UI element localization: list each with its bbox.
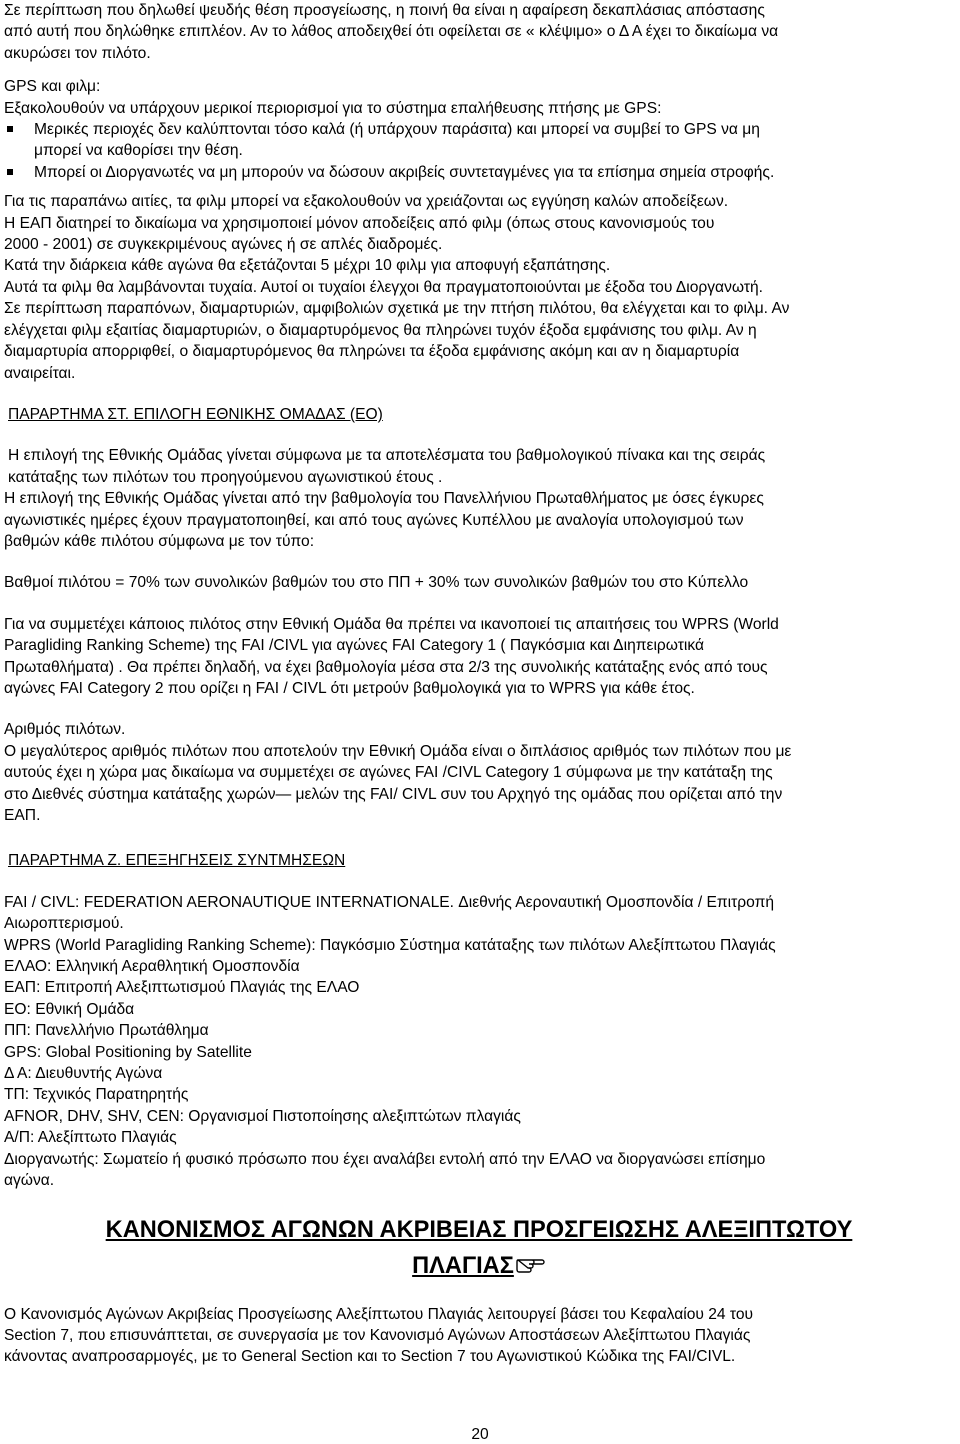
abbr-line: FAI / CIVL: FEDERATION AERONAUTIQUE INTERNATIONALE. Διεθνής Αεροναυτική Ομοσπονδία / Επιτροπή (4, 893, 775, 911)
closing-paragraph (4, 1304, 954, 1368)
text-line: Για να συμμετέχει κάποιος πιλότος στην Εθνική Ομάδα θα πρέπει να ικανοποιεί τις απαιτήσεις του WPRS (World (4, 615, 779, 633)
bullet-text: Μερικές περιοχές δεν καλύπτονται τόσο καλά (ή υπάρχουν παράσιτα) και μπορεί να συμβεί το GPS να μη (34, 121, 760, 139)
pointing-hand-icon (516, 1254, 546, 1274)
text-line: ακυρώσει τον πιλότο. (4, 44, 151, 62)
main-title-text: ΠΛΑΓΙΑΣ (412, 1252, 514, 1279)
gps-heading: GPS και φιλμ: (4, 78, 101, 96)
text-line: αγωνιστικές ημέρες έχουν πραγματοποιηθεί, και από τους αγώνες Κυπέλλου με αναλογία υπολογισμού των (4, 511, 744, 529)
text-line: Η επιλογή της Εθνικής Ομάδας γίνεται σύμφωνα με τα αποτελέσματα του βαθμολογικού πίνακα και της σειράς (8, 447, 766, 465)
annex-z-section (4, 850, 954, 1191)
text-line: κάνοντας αναπροσαρμογές, με το General Section και το Section 7 του Αγωνιστικού Κώδικα της FAI/CIVL. (4, 1348, 736, 1366)
abbr-line: WPRS (World Paragliding Ranking Scheme): Παγκόσμιο Σύστημα κατάταξης των πιλότων Αλεξίπτωτου Πλαγιάς (4, 936, 776, 954)
text-line: βαθμών κάθε πιλότου σύμφωνα με τον τύπο: (4, 532, 315, 550)
square-bullet-icon (7, 169, 13, 175)
text-line: Κατά την διάρκεια κάθε αγώνα θα εξετάζονται 5 μέχρι 10 φιλμ για αποφυγή εξαπάτησης. (4, 257, 611, 275)
gps-section (4, 76, 954, 384)
main-title-line: ΚΑΝΟΝΙΣΜΟΣ ΑΓΩΝΩΝ ΑΚΡΙΒΕΙΑΣ ΠΡΟΣΓΕΙΩΣΗΣ ΑΛΕΞΙΠΤΩΤΟΥ (105, 1216, 853, 1243)
text-line: Σε περίπτωση παραπόνων, διαμαρτυριών, αμφιβολιών σχετικά με την πτήση πιλότου, θα ελέγχεται και το φιλμ. Αν (4, 300, 790, 318)
bullet-text: μπορεί να καθορίσει την θέση. (34, 142, 243, 160)
main-title (4, 1212, 954, 1284)
text-line: αυτούς έχει η χώρα μας δικαίωμα να συμμετέχει σε αγώνες FAI /CIVL Category 1 σύμφωνα με την κατάταξη της (4, 764, 773, 782)
intro-paragraph (4, 0, 954, 64)
text-line: αγώνες FAI Category 2 που ορίζει η FAI / CIVL ότι μετρούν βαθμολογικά για το WPRS για κάθε έτος. (4, 679, 695, 697)
document-page (4, 0, 954, 1368)
abbr-line: Α/Π: Αλεξίπτωτο Πλαγιάς (4, 1129, 177, 1147)
text-line: Αυτά τα φιλμ θα λαμβάνονται τυχαία. Αυτοί οι τυχαίοι έλεγχοι θα πραγματοποιούνται με έξοδα του Διοργανωτή. (4, 278, 763, 296)
text-line: Για τις παραπάνω αιτίες, τα φιλμ μπορεί να εξακολουθούν να χρειάζονται ως εγγύηση καλών αποδείξεων. (4, 193, 729, 211)
abbr-line: GPS: Global Positioning by Satellite (4, 1043, 252, 1061)
gps-bullet-list (4, 119, 954, 183)
text-line: διαμαρτυρία απορριφθεί, ο διαμαρτυρόμενος θα πληρώνει τα έξοδα εμφάνισης ακόμη και αν η διαμαρτυρία (4, 343, 740, 361)
text-line: Σε περίπτωση που δηλωθεί ψευδής θέση προσγείωσης, η ποινή θα είναι η αφαίρεση δεκαπλάσιας απόστασης (4, 2, 765, 19)
page-number: 20 (471, 1426, 489, 1443)
text-line: κατάταξης των πιλότων του προηγούμενου αγωνιστικού έτους . (8, 468, 443, 486)
annex-st-section (4, 404, 954, 827)
text-line: Section 7, που επισυνάπτεται, σε συνεργασία με τον Κανονισμό Αγώνων Αποστάσεων Αλεξίπτωτου Πλαγιάς (4, 1326, 751, 1344)
text-line: ΕΑΠ. (4, 807, 41, 824)
formula-line: Βαθμοί πιλότου = 70% των συνολικών βαθμών του στο ΠΠ + 30% των συνολικών βαθμών του στο Κύπελλο (4, 574, 749, 592)
abbr-line: AFNOR, DHV, SHV, CEN: Οργανισμοί Πιστοποίησης αλεξιπτώτων πλαγιάς (4, 1107, 521, 1125)
abbr-line: Δ Α: Διευθυντής Αγώνα (4, 1065, 163, 1083)
square-bullet-icon (7, 126, 13, 132)
text-line: από αυτή που δηλώθηκε επιπλέον. Αν το λάθος αποδειχθεί ότι οφείλεται σε « κλέψιμο» ο Δ Α έχει το δικαίωμα να (4, 23, 779, 41)
list-item (4, 119, 954, 162)
text-line: αναιρείται. (4, 364, 76, 382)
abbr-line: Διοργανωτής: Σωματείο ή φυσικό πρόσωπο που έχει αναλάβει εντολή από την ΕΛΑΟ να διοργανώσει επίσημο (4, 1150, 766, 1168)
text-line: Η ΕΑΠ διατηρεί το δικαίωμα να χρησιμοποιεί μόνον αποδείξεις από φιλμ (όπως στους κανονισμούς του (4, 214, 715, 232)
bullet-text: Μπορεί οι Διοργανωτές να μη μπορούν να δώσουν ακριβείς συντεταγμένες για τα επίσημα σημεία στροφής. (34, 163, 775, 181)
abbr-line: Αιωροπτερισμού. (4, 915, 124, 933)
pilot-count-title: Αριθμός πιλότων. (4, 721, 126, 739)
abbr-line: ΠΠ: Πανελλήνιο Πρωτάθλημα (4, 1022, 209, 1040)
list-item (4, 162, 954, 183)
text-line: Πρωταθλήματα) . Θα πρέπει δηλαδή, να έχει βαθμολογία μέσα στα 2/3 της συνολικής κατάταξης ενός από τους (4, 658, 768, 676)
abbr-line: ΕΑΠ: Επιτροπή Αλεξιπτωτισμού Πλαγιάς της ΕΛΑΟ (4, 979, 360, 997)
main-title-line-2 (4, 1248, 954, 1284)
abbr-line: ΕΟ: Εθνική Ομάδα (4, 1000, 135, 1018)
text-line: 2000 - 2001) σε συγκεκριμένους αγώνες ή σε απλές διαδρομές. (4, 236, 443, 254)
text-line: Paragliding Ranking Scheme) της FAI /CIVL για αγώνες FAI Category 1 ( Παγκόσμια και Διηπειρωτικά (4, 637, 704, 655)
annex-z-heading: ΠΑΡΑΡΤΗΜΑ Ζ. ΕΠΕΞΗΓΗΣΕΙΣ ΣΥΝΤΜΗΣΕΩΝ (8, 852, 346, 870)
abbr-line: ΕΛΑΟ: Ελληνική Αεραθλητική Ομοσπονδία (4, 958, 300, 976)
text-line: Ο μεγαλύτερος αριθμός πιλότων που αποτελούν την Εθνική Ομάδα είναι ο διπλάσιος αριθμός των πιλότων που με (4, 742, 792, 760)
abbr-line: ΤΠ: Τεχνικός Παρατηρητής (4, 1086, 189, 1104)
text-line: ελέγχεται φιλμ εξαιτίας διαμαρτυριών, ο διαμαρτυρόμενος θα πληρώνει τυχόν έξοδα εμφάνισης του φιλμ. Αν η (4, 321, 757, 339)
abbr-line: αγώνα. (4, 1172, 55, 1190)
annex-st-heading: ΠΑΡΑΡΤΗΜΑ ΣΤ. ΕΠΙΛΟΓΗ ΕΘΝΙΚΗΣ ΟΜΑΔΑΣ (ΕΟ) (8, 405, 383, 423)
text-line: Ο Κανονισμός Αγώνων Ακριβείας Προσγείωσης Αλεξίπτωτου Πλαγιάς λειτουργεί βάσει του Κεφαλαίου 24 του (4, 1305, 754, 1323)
text-line: στο Διεθνές σύστημα κατάταξης χωρών— μελών της FAI/ CIVL συν του Αρχηγό της ομάδας που ορίζεται από την (4, 785, 783, 803)
text-line: Η επιλογή της Εθνικής Ομάδας γίνεται από την βαθμολογία του Πανελλήνιου Πρωταθλήματος με όσες έγκυρες (4, 490, 764, 508)
gps-lead: Εξακολουθούν να υπάρχουν μερικοί περιορισμοί για το σύστημα επαλήθευσης πτήσης με GPS: (4, 99, 662, 117)
